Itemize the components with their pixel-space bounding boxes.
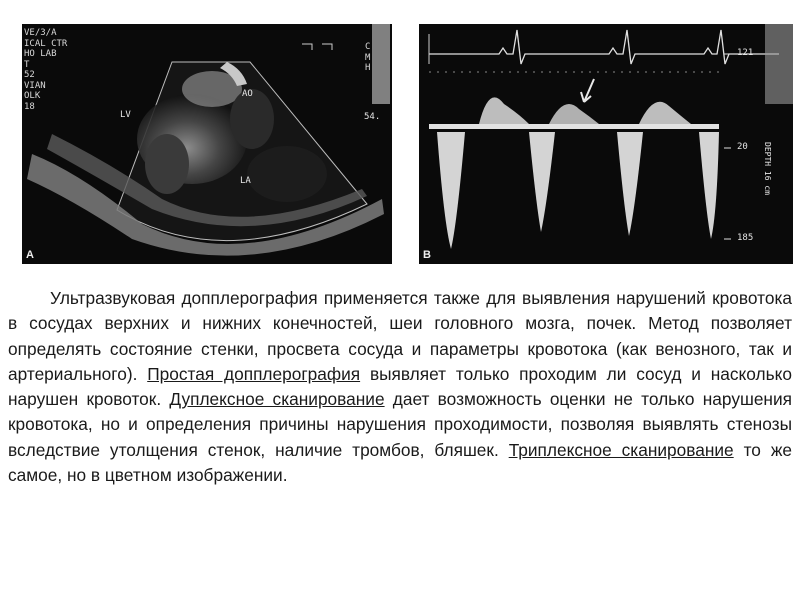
text-part-4: то же самое, но в цветном изображении. [8,439,792,486]
link-simple-doppler[interactable]: Простая допплерография [147,363,361,384]
label-la: LA [240,176,251,186]
echo-scan-graphic [22,24,392,264]
scale-top: 121 [737,48,754,58]
panel-b-label: B [423,249,431,261]
scale-bottom: 185 [737,233,754,243]
label-lv: LV [120,110,131,120]
link-duplex-scanning[interactable]: Дуплексное сканирование [169,389,385,410]
echocardiogram-image [22,24,392,264]
link-triplex-scanning[interactable]: Триплексное сканирование [508,439,734,460]
echo-info-text: VE/3/A ICAL CTR HO LAB T 52 VIAN OLK 18 [24,28,68,112]
doppler-spectrum-image [419,24,793,264]
label-ao: AO [242,89,253,99]
echo-right-markers: C M H [365,42,371,73]
text-part-2: выявляет только проходим ли сосуд и насколько нарушен кровоток. [8,363,792,410]
echo-right-value: 54. [364,112,381,122]
scale-mid: 20 [737,142,748,152]
text-part-3: дает возможность оценки не только нарушения кровотока, но и определения причины нарушения проходимости, позволяя выявлять стенозы вследствие утолщения стенок, наличие тромбов, бляшек. [8,389,792,460]
panel-a-label: A [26,249,34,261]
doppler-side-text: DEPTH 16 cm [763,142,772,195]
description-paragraph [8,286,792,488]
text-part-1: Ультразвуковая допплерография применяется также для выявления нарушений кровотока в сосудах верхних и нижних конечностей, шеи головного мозга, почек. Метод позволяет определять состояние стенки, просвета сосуда и параметры кровотока (как венозного, так и артериального). [8,288,792,384]
